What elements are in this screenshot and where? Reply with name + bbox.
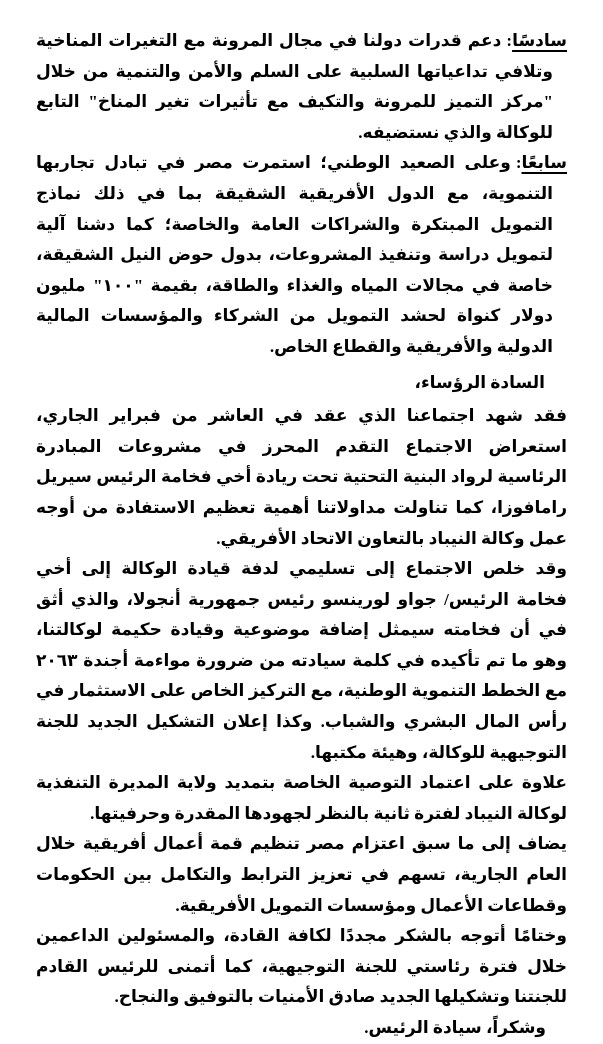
paragraph-text: دعم قدرات دولنا في مجال المرونة مع التغيرات المناخية وتلافي تداعياتها السلبية على السلم والأمن والتنمية من خلال "مركز التميز للمرونة والتكيف مع تأثيرات تغير المناخ" التابع للوكالة والذي نستضيفه. [36,31,553,142]
salutation-line: السادة الرؤساء، [414,372,545,392]
paragraph-text: وعلى الصعيد الوطني؛ استمرت مصر في تبادل تجاربها التنموية، مع الدول الأفريقية الشقيقة بما في ذلك نماذج التمويل المبتكرة والشراكات العامة والخاصة؛ كما دشنا آلية لتمويل دراسة وتنفيذ المشروعات، بدول حوض النيل الشقيقة، خاصة في مجالات المياه والغذاء والطاقة، بقيمة "١٠٠" مليون دولار كنواة لحشد التمويل من الشركاء والمؤسسات المالية الدولية والأفريقية والقطاع الخاص. [36,153,553,356]
paragraph-sixthly [36,26,567,148]
paragraph-director-mandate: علاوة على اعتماد التوصية الخاصة بتمديد ولاية المديرة التنفذية لوكالة النيباد لفترة ثانية بالنظر لجهودها المقدرة وحرفيتها. [36,773,567,823]
numbered-lead: سابعًا [521,153,567,173]
paragraph-leadership-handover: وقد خلص الاجتماع إلى تسليمي لدفة قيادة الوكالة إلى أخي فخامة الرئيس/ جواو لورينسو رئيس جمهورية أنجولا، والذي أثق في أن فخامته سيمثل إضافة موضوعية وقيادة حكيمة لوكالتنا، وهو ما تم تأكيده في كلمة سيادته من ضرورة مواءمة أجندة ٢٠٦٣ مع الخطط التنموية الوطنية، مع التركيز الخاص على الاستثمار في رأس المال البشري والشباب. وكذا إعلان التشكيل الجديد للجنة التوجيهية للوكالة، وهيئة مكتبها. [36,559,567,762]
paragraph-closing-thanks: وختامًا أتوجه بالشكر مجددًا لكافة القادة، والمسئولين الداعمين خلال فترة رئاستي للجنة التوجيهية، كما أتمنى للرئيس القادم للجنتنا وتشكيلها الجديد صادق الأمنيات بالتوفيق والنجاح. [36,926,567,1007]
lead-colon: : [506,31,513,50]
numbered-lead: سادسًا [512,31,567,50]
paragraph-meeting-review: فقد شهد اجتماعنا الذي عقد في العاشر من فبراير الجاري، استعراض الاجتماع التقدم المحرز في مشروعات المبادرة الرئاسية لرواد البنية التحتية تحت ريادة أخي فخامة الرئيس سيريل رامافوزا، كما تناولت مداولاتنا أهمية تعظيم الاستفادة من أوجه عمل وكالة النيباد بالتعاون الاتحاد الأفريقي. [36,406,567,548]
closing-line: وشكراً، سيادة الرئيس. [364,1018,546,1037]
paragraph-business-summit: يضاف إلى ما سبق اعتزام مصر تنظيم قمة أعمال أفريقية خلال العام الجارية، تسهم في تعزيز الترابط والتكامل بين الحكومات وقطاعات الأعمال ومؤسسات التمويل الأفريقية. [36,834,567,915]
lead-colon: : [515,153,522,173]
paragraph-seventhly [36,148,567,362]
